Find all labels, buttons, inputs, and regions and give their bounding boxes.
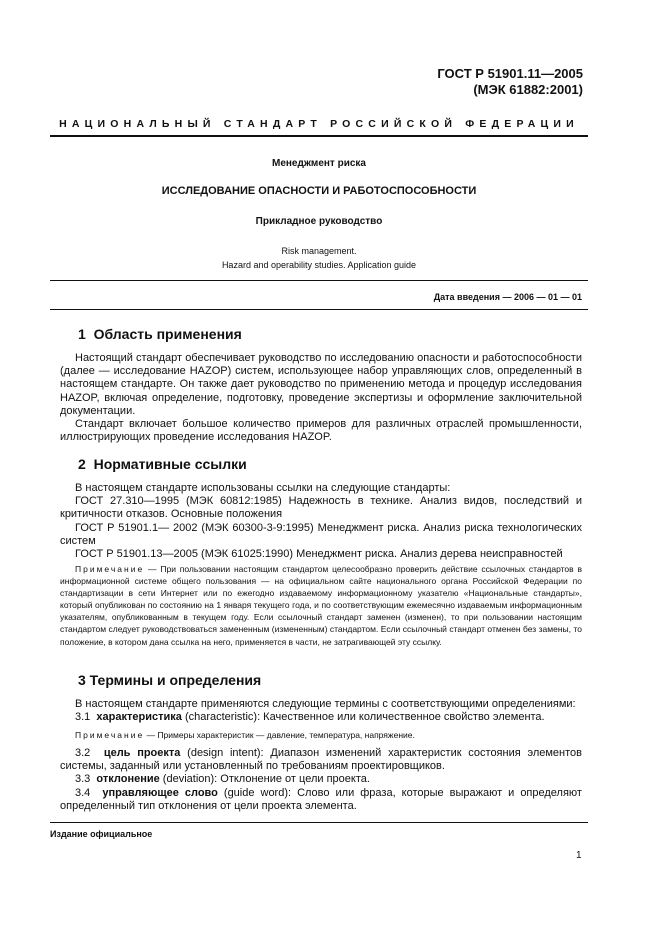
page-number: 1 — [576, 850, 582, 861]
term-number: 3.2 — [75, 747, 91, 759]
title-rule — [50, 280, 588, 281]
section-1-paragraph: Стандарт включает большое количество примеров для различных отраслей промышленности, иллюстрирующих проведение исследования HAZOP. — [60, 418, 582, 444]
section-3-body — [60, 698, 582, 724]
english-title-line1: Risk management. — [281, 246, 357, 256]
doc-title: ИССЛЕДОВАНИЕ ОПАСНОСТИ И РАБОТОСПОСОБНОСТИ — [161, 185, 477, 197]
english-title — [50, 244, 588, 272]
term-3-2 — [60, 747, 582, 773]
reference-item: ГОСТ 27.310—1995 (МЭК 60812:1985) Надежность в технике. Анализ видов, последствий и критичности отказов. Основные положения — [60, 495, 582, 521]
term-3-3 — [60, 773, 582, 786]
iec-number: (МЭК 61882:2001) — [473, 82, 583, 97]
term-number: 3.1 — [75, 711, 91, 724]
section-1-paragraph: Настоящий стандарт обеспечивает руководство по исследованию опасности и работоспособности (далее — исследование HAZOP) систем, использующее набор управляющих слов, определенный в настоящем стандарте. Он также дает руководство по применению метода и процедур исследования HAZOP, включая определение, подготовку, проведение экспертизы и оформление заключительной документации. — [60, 352, 582, 417]
section-2-note — [60, 563, 582, 648]
term-definition: (characteristic): Качественное или количественное свойство элемента. — [181, 711, 545, 724]
note-label: Примечание — [75, 564, 145, 574]
standard-number: ГОСТ Р 51901.11—2005 — [437, 66, 583, 81]
note-label: Примечание — [75, 730, 145, 740]
section-3-note — [60, 729, 582, 741]
english-title-line2: Hazard and operability studies. Application guide — [221, 260, 417, 270]
term-name: отклонение — [96, 773, 160, 786]
term-definition: (design intent): Диапазон изменений характеристик состояния элементов системы, заданный или установленный по требованиям проектировщиков. — [60, 747, 582, 773]
section-3-heading: 3 Термины и определения — [78, 672, 262, 688]
section-3-terms — [60, 747, 582, 813]
section-2-title: Нормативные ссылки — [93, 456, 247, 472]
section-2-heading — [78, 456, 247, 472]
note-paragraph — [60, 729, 582, 741]
header-rule — [50, 135, 588, 137]
term-name: характеристика — [96, 711, 182, 724]
note-text: — Примеры характеристик — давление, температура, напряжение. — [146, 730, 415, 740]
official-edition: Издание официальное — [50, 829, 153, 839]
section-1-number: 1 — [78, 326, 86, 342]
standard-code — [437, 66, 583, 98]
term-3-4 — [60, 787, 582, 813]
term-name: управляющее слово — [102, 786, 218, 799]
section-1-title: Область применения — [93, 326, 242, 342]
term-definition: (deviation): Отклонение от цели проекта. — [159, 773, 370, 786]
term-name: цель проекта — [103, 747, 181, 759]
footer-rule — [50, 822, 588, 823]
term-number: 3.3 — [75, 773, 91, 786]
term-3-1 — [60, 711, 582, 724]
reference-item: ГОСТ Р 51901.13—2005 (МЭК 61025:1990) Менеджмент риска. Анализ дерева неисправностей — [75, 548, 563, 561]
section-2-body — [60, 482, 582, 561]
terms-intro: В настоящем стандарте применяются следующие термины с соответствующими определениями: — [75, 698, 576, 710]
section-2-number: 2 — [78, 456, 86, 472]
term-definition: (guide word): Слово или фраза, которые выражают и определяют определенный тип отклонения от цели проекта элемента. — [60, 786, 582, 812]
introduction-date: Дата введения — 2006 — 01 — 01 — [433, 292, 582, 302]
doc-subject: Менеджмент риска — [272, 158, 366, 169]
note-text: — При пользовании настоящим стандартом целесообразно проверить действие ссылочных стандартов в информационной системе общего пользования — на официальном сайте национального органа Российской Федерации по стандартизации в сети Интернет или по ежегодно издаваемому информационному указателю «Национальные стандарты», который опубликован по состоянию на 1 января текущего года, и по соответствующим ежемесячно издаваемым информационным указателям, опубликованным в текущем году. Если ссылочный стандарт заменен (изменен), то при пользовании настоящим стандартом следует руководствоваться замененным (измененным) стандартом. Если ссылочный стандарт отменен без замены, то положение, в котором дана ссылка на него, применяется в части, не затрагивающей эту ссылку. — [60, 564, 582, 647]
section-1-heading — [78, 326, 242, 342]
section-1-body — [60, 352, 582, 444]
reference-item: ГОСТ Р 51901.1— 2002 (МЭК 60300-3-9:1995) Менеджмент риска. Анализ риска технологических систем — [60, 521, 582, 547]
national-standard-title: НАЦИОНАЛЬНЫЙ СТАНДАРТ РОССИЙСКОЙ ФЕДЕРАЦИИ — [59, 118, 579, 130]
term-number: 3.4 — [75, 786, 91, 799]
doc-subtitle: Прикладное руководство — [255, 216, 383, 227]
date-rule — [50, 309, 588, 310]
note-paragraph — [60, 563, 582, 648]
references-intro: В настоящем стандарте использованы ссылки на следующие стандарты: — [75, 482, 451, 494]
